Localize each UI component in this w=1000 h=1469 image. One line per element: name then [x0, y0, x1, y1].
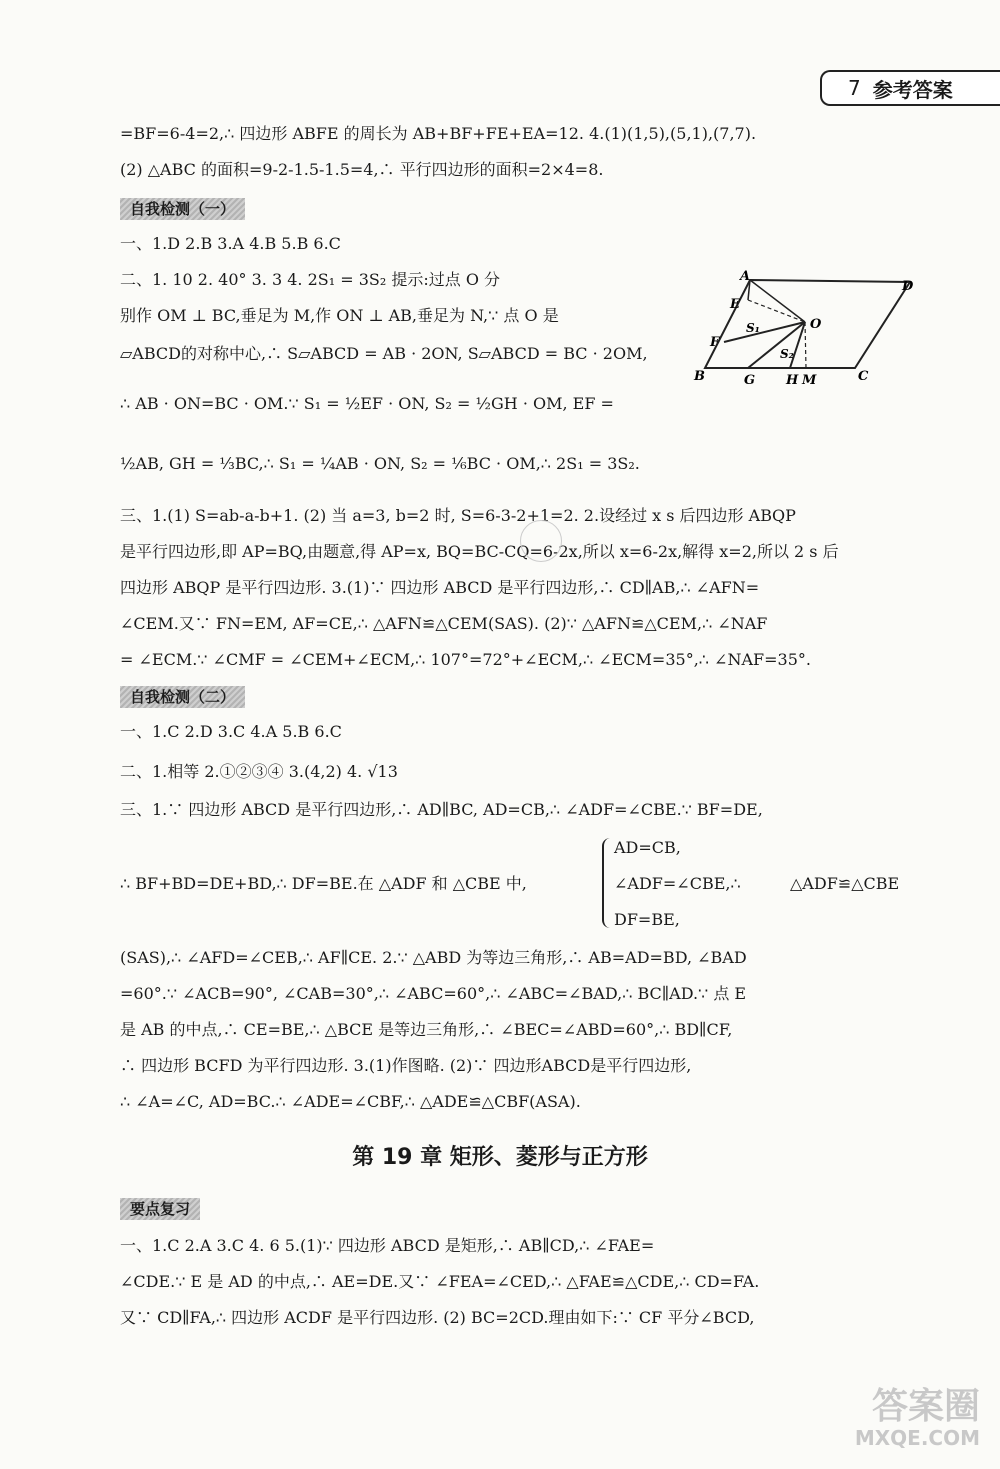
- point-label: D: [902, 279, 914, 294]
- brace-item: ∠ADF=∠CBE,∴: [614, 874, 741, 893]
- header-title: 参考答案: [872, 77, 953, 102]
- text-line: ∠CDE.∵ E 是 AD 的中点,∴ AE=DE.又∵ ∠FEA=∠CED,∴ △FAE≌△CDE,∴ CD=FA.: [120, 1272, 760, 1291]
- point-label: A: [740, 270, 751, 284]
- text-line: ▱ABCD的对称中心,∴ S▱ABCD = AB · 2ON, S▱ABCD = BC · 2OM,: [120, 344, 648, 363]
- text-line: ∠CEM.又∵ FN=EM, AF=CE,∴ △AFN≌△CEM(SAS). (2)∵ △AFN≌△CEM,∴ ∠NAF: [120, 614, 768, 633]
- text-line: =60°.∵ ∠ACB=90°, ∠CAB=30°,∴ ∠ABC=60°,∴ ∠ABC=∠BAD,∴ BC∥AD.∵ 点 E: [120, 984, 747, 1003]
- watermark-site: MXQE.COM: [854, 1426, 980, 1450]
- point-label: B: [694, 369, 705, 384]
- text-line: 别作 OM ⊥ BC,垂足为 M,作 ON ⊥ AB,垂足为 N,∵ 点 O 是: [120, 306, 559, 325]
- text-line: 二、1. 10 2. 40° 3. 3 4. 2S₁ = 3S₂ 提示:过点 O 分: [120, 270, 501, 289]
- parallelogram-diagram: [690, 270, 920, 400]
- text-line: 四边形 ABQP 是平行四边形. 3.(1)∵ 四边形 ABCD 是平行四边形,∴ CD∥AB,∴ ∠AFN=: [120, 578, 760, 597]
- text-line: (SAS),∴ ∠AFD=∠CEB,∴ AF∥CE. 2.∵ △ABD 为等边三角形,∴ AB=AD=BD, ∠BAD: [120, 948, 747, 967]
- text-line: 一、1.D 2.B 3.A 4.B 5.B 6.C: [120, 234, 341, 253]
- brace: [602, 838, 614, 928]
- text-line: 三、1.(1) S=ab-a-b+1. (2) 当 a=3, b=2 时, S=6-3-2+1=2. 2.设经过 x s 后四边形 ABQP: [120, 506, 796, 525]
- text-line: ∴ AB · ON=BC · OM.∵ S₁ = ½EF · ON, S₂ = ½GH · OM, EF =: [120, 394, 614, 413]
- text-line: =BF=6-4=2,∴ 四边形 ABFE 的周长为 AB+BF+FE+EA=12. 4.(1)(1,5),(5,1),(7,7).: [120, 124, 757, 143]
- section-banner: 要点复习: [120, 1198, 200, 1220]
- text-line: 一、1.C 2.A 3.C 4. 6 5.(1)∵ 四边形 ABCD 是矩形,∴ AB∥CD,∴ ∠FAE=: [120, 1236, 655, 1255]
- text-line: = ∠ECM.∵ ∠CMF = ∠CEM+∠ECM,∴ 107°=72°+∠ECM,∴ ∠ECM=35°,∴ ∠NAF=35°.: [120, 650, 811, 669]
- text-line: 二、1.相等 2.①②③④ 3.(4,2) 4. √13: [120, 762, 398, 781]
- text-line: ∴ BF+BD=DE+BD,∴ DF=BE.在 △ADF 和 △CBE 中,: [120, 874, 527, 893]
- point-label: M: [802, 373, 817, 388]
- text-line: 一、1.C 2.D 3.C 4.A 5.B 6.C: [120, 722, 342, 741]
- text-line: 是 AB 的中点,∴ CE=BE,∴ △BCE 是等边三角形,∴ ∠BEC=∠ABD=60°,∴ BD∥CF,: [120, 1020, 733, 1039]
- text-line: 又∵ CD∥FA,∴ 四边形 ACDF 是平行四边形. (2) BC=2CD.理由如下:∵ CF 平分∠BCD,: [120, 1308, 755, 1327]
- text-line: (2) △ABC 的面积=9-2-1.5-1.5=4,∴ 平行四边形的面积=2×4=8.: [120, 160, 604, 179]
- section-banner: 自我检测（二）: [120, 686, 245, 708]
- point-label: E: [730, 297, 740, 312]
- watermark-text: 答案圈: [871, 1386, 980, 1428]
- area-label: S₁: [746, 321, 760, 335]
- faint-stamp: [520, 520, 562, 562]
- text-line: 三、1.∵ 四边形 ABCD 是平行四边形,∴ AD∥BC, AD=CB,∴ ∠ADF=∠CBE.∵ BF=DE,: [120, 800, 763, 819]
- point-label: G: [744, 373, 756, 388]
- watermark: [855, 1387, 980, 1449]
- point-label: O: [810, 317, 822, 332]
- text-line: ∴ 四边形 BCFD 为平行四边形. 3.(1)作图略. (2)∵ 四边形ABCD是平行四边形,: [120, 1056, 692, 1075]
- brace-item: DF=BE,: [614, 910, 680, 929]
- section-banner: 自我检测（一）: [120, 198, 245, 220]
- text-line: 是平行四边形,即 AP=BQ,由题意,得 AP=x, BQ=BC-CQ=6-2x,所以 x=6-2x,解得 x=2,所以 2 s 后: [120, 542, 839, 561]
- brace-item: AD=CB,: [614, 838, 681, 857]
- point-label: C: [858, 369, 869, 384]
- point-label: F: [710, 335, 720, 350]
- text-line: ∴ ∠A=∠C, AD=BC.∴ ∠ADE=∠CBF,∴ △ADE≌△CBF(ASA).: [120, 1092, 581, 1111]
- chapter-title: 第 19 章 矩形、菱形与正方形: [352, 1145, 648, 1170]
- text-line: △ADF≌△CBE: [790, 874, 900, 893]
- page-number: 7: [848, 76, 861, 100]
- point-label: H: [786, 373, 799, 388]
- text-line: ½AB, GH = ⅓BC,∴ S₁ = ¼AB · ON, S₂ = ⅙BC · OM,∴ 2S₁ = 3S₂.: [120, 454, 640, 473]
- area-label: S₂: [780, 347, 794, 361]
- page-header-tab: [820, 70, 1000, 106]
